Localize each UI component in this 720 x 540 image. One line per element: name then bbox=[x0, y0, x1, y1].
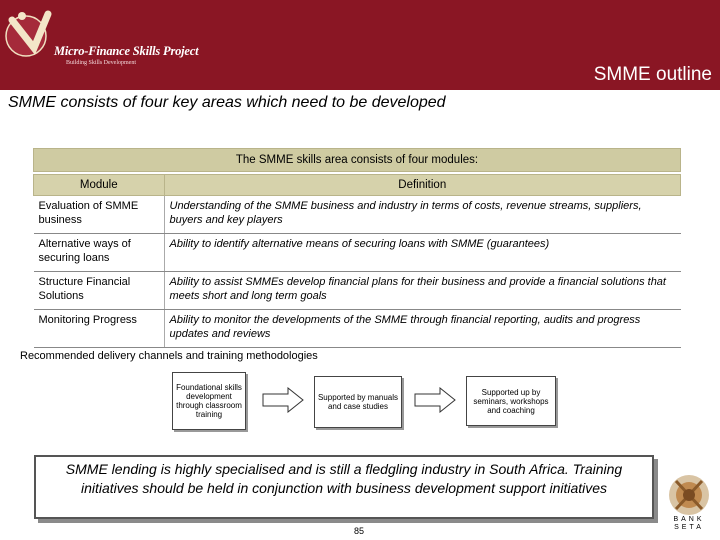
table-header-row bbox=[34, 175, 681, 196]
table-row bbox=[34, 196, 681, 234]
header-bar bbox=[0, 0, 720, 90]
table-banner: The SMME skills area consists of four modules: bbox=[33, 148, 681, 172]
logo-subtitle: Building Skills Development bbox=[66, 60, 136, 66]
modules-table bbox=[33, 174, 681, 348]
flow-step-classroom: Foundational skills development through classroom training bbox=[172, 372, 246, 430]
table-row bbox=[34, 234, 681, 272]
flow-arrow-icon bbox=[262, 387, 304, 413]
table-row bbox=[34, 272, 681, 310]
definition-cell: Ability to assist SMMEs develop financial plans for their business and provide a financial solutions that meets short and long term goals bbox=[164, 272, 681, 310]
flow-arrow-icon bbox=[414, 387, 456, 413]
page-number: 85 bbox=[354, 526, 365, 536]
bank-seta-logo-text: BANK SETA bbox=[673, 516, 705, 531]
micro-finance-logo bbox=[4, 6, 199, 66]
slide-subtitle: SMME consists of four key areas which need to be developed bbox=[8, 94, 446, 111]
definition-cell: Understanding of the SMME business and industry in terms of costs, revenue streams, suppliers, buyers and key players bbox=[164, 196, 681, 234]
module-cell: Alternative ways of securing loans bbox=[34, 234, 165, 272]
column-header-module: Module bbox=[34, 175, 165, 196]
slide-title: SMME outline bbox=[593, 64, 712, 85]
recommended-title: Recommended delivery channels and training methodologies bbox=[20, 350, 318, 362]
module-cell: Evaluation of SMME business bbox=[34, 196, 165, 234]
modules-table-container bbox=[33, 148, 681, 348]
column-header-definition: Definition bbox=[164, 175, 681, 196]
definition-cell: Ability to monitor the developments of the SMME through financial reporting, audits and progress updates and reviews bbox=[164, 310, 681, 348]
logo-title: Micro-Finance Skills Project bbox=[54, 44, 199, 58]
table-row bbox=[34, 310, 681, 348]
module-cell: Structure Financial Solutions bbox=[34, 272, 165, 310]
key-message-callout: SMME lending is highly specialised and is still a fledgling industry in South Africa. Training initiatives should be held in conjunction with business development support initiatives bbox=[34, 455, 654, 519]
module-cell: Monitoring Progress bbox=[34, 310, 165, 348]
definition-cell: Ability to identify alternative means of securing loans with SMME (guarantees) bbox=[164, 234, 681, 272]
flow-step-seminars: Supported up by seminars, workshops and coaching bbox=[466, 376, 556, 426]
flow-step-manuals: Supported by manuals and case studies bbox=[314, 376, 402, 428]
